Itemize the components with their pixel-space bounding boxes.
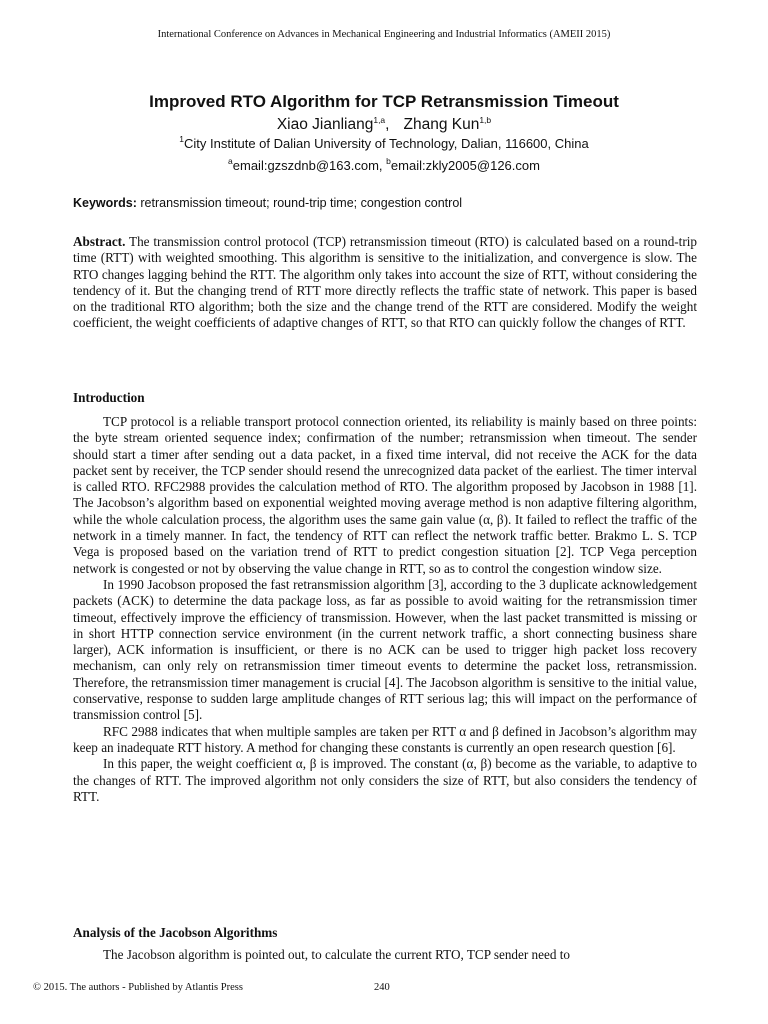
paragraph: RFC 2988 indicates that when multiple samples are taken per RTT α and β defined in Jacobson’s algorithm may keep an inadequate RTT history. A method for changing these constants is currently an open research question [6]. — [73, 723, 697, 755]
email-address: email:zkly2005@126.com — [390, 158, 540, 173]
email-superscript: a — [228, 156, 233, 166]
affiliation-text: City Institute of Dalian University of Technology, Dalian, 116600, China — [184, 136, 589, 151]
conference-header: International Conference on Advances in Mechanical Engineering and Industrial Informatics (AMEII 2015) — [157, 29, 611, 40]
email-superscript: b — [386, 156, 391, 166]
affiliation — [0, 136, 768, 151]
author-name: Zhang Kun — [403, 116, 480, 133]
paper-title: Improved RTO Algorithm for TCP Retransmission Timeout — [149, 92, 619, 111]
page-number: 240 — [374, 982, 390, 993]
abstract-label: Abstract. — [73, 234, 126, 249]
email-address: email:gzszdnb@163.com, — [232, 158, 383, 173]
introduction-body — [73, 414, 697, 805]
abstract-text: The transmission control protocol (TCP) retransmission timeout (RTO) is calculated based on a round-trip time (RTT) with weighted smoothing. This algorithm is sensitive to the initialization, and convergence is slow. The RTO changes lagging behind the RTT. The algorithm only takes into account the size of RTT, without considering the tendency of it. But the changing trend of RTT more directly reflects the traffic state of network. This paper is based on the traditional RTO algorithm; both the size and the change trend of the RTT are considered. Modify the weight coefficient, the weight coefficients of adaptive changes of RTT, so that RTO can quickly follow the changes of RTT. — [73, 234, 697, 331]
keywords-label: Keywords: — [73, 196, 137, 210]
paragraph: In 1990 Jacobson proposed the fast retransmission algorithm [3], according to the 3 duplicate acknowledgement packets (ACK) to determine the data package loss, as far as possible to avoid waiting for the retransmission timer timeout, effectively improve the efficiency of transmission. However, when the last packet transmitted is missing or in short HTTP connection service environment (in the current network traffic, a short connecting business share larger), ACK information is insufficient, or there is no ACK can be used to trigger high packet loss recovery mechanism, can only rely on retransmission timer timeout events to determine the packet loss, retransmission. Therefore, the retransmission timer management is crucial [4]. The Jacobson algorithm is sensitive to the initial value, conservative, response to sudden large amplitude changes of RTT serious lag; this will impact on the performance of transmission control [5]. — [73, 576, 697, 723]
paragraph: In this paper, the weight coefficient α, β is improved. The constant (α, β) become as the variable, to adaptive to the changes of RTT. The improved algorithm not only considers the size of RTT, but also considers the tendency of RTT. — [73, 756, 697, 804]
author-superscript: 1,b — [479, 115, 492, 125]
author-name: Xiao Jianliang — [276, 116, 374, 133]
keywords-text: retransmission timeout; round-trip time; congestion control — [136, 196, 463, 210]
copyright-footer: © 2015. The authors - Published by Atlantis Press — [33, 982, 243, 993]
keywords — [73, 196, 697, 210]
author-separator: , — [385, 116, 390, 133]
paragraph: The Jacobson algorithm is pointed out, to calculate the current RTO, TCP sender need to — [103, 947, 571, 962]
abstract — [73, 234, 697, 332]
paragraph: TCP protocol is a reliable transport protocol connection oriented, its reliability is mainly based on three points: the byte stream oriented sequence index; confirmation of the number; retransmission when timeout. The sender should start a timer after sending out a data packet, in a fixed time interval, did not receive the ACK for the data packet sent by receiver, the TCP sender should resend the unrecognized data packet of the earliest. The timer interval is called RTO. RFC2988 provides the calculation method of RTO. The algorithm proposed by Jacobson in 1988 [1]. The Jacobson’s algorithm based on exponential weighted moving average method is non adaptive filtering algorithm, while the whole calculation process, the algorithm uses the same gain value (α, β). It failed to reflect the traffic of the network in a timely manner. In fact, the tendency of RTT can reflect the network traffic better. Brakmo L. S. TCP Vega is proposed based on the variation trend of RTT to predict congestion situation [2]. TCP Vega perception network is congested or not by observing the value change in RTT, so as to control the congestion window size. — [73, 414, 697, 576]
author-emails — [0, 158, 768, 173]
section-heading-introduction: Introduction — [73, 390, 145, 405]
author-list — [0, 116, 768, 134]
section-heading-analysis: Analysis of the Jacobson Algorithms — [73, 925, 278, 940]
affiliation-superscript: 1 — [179, 134, 185, 144]
author-superscript: 1,a — [373, 115, 386, 125]
